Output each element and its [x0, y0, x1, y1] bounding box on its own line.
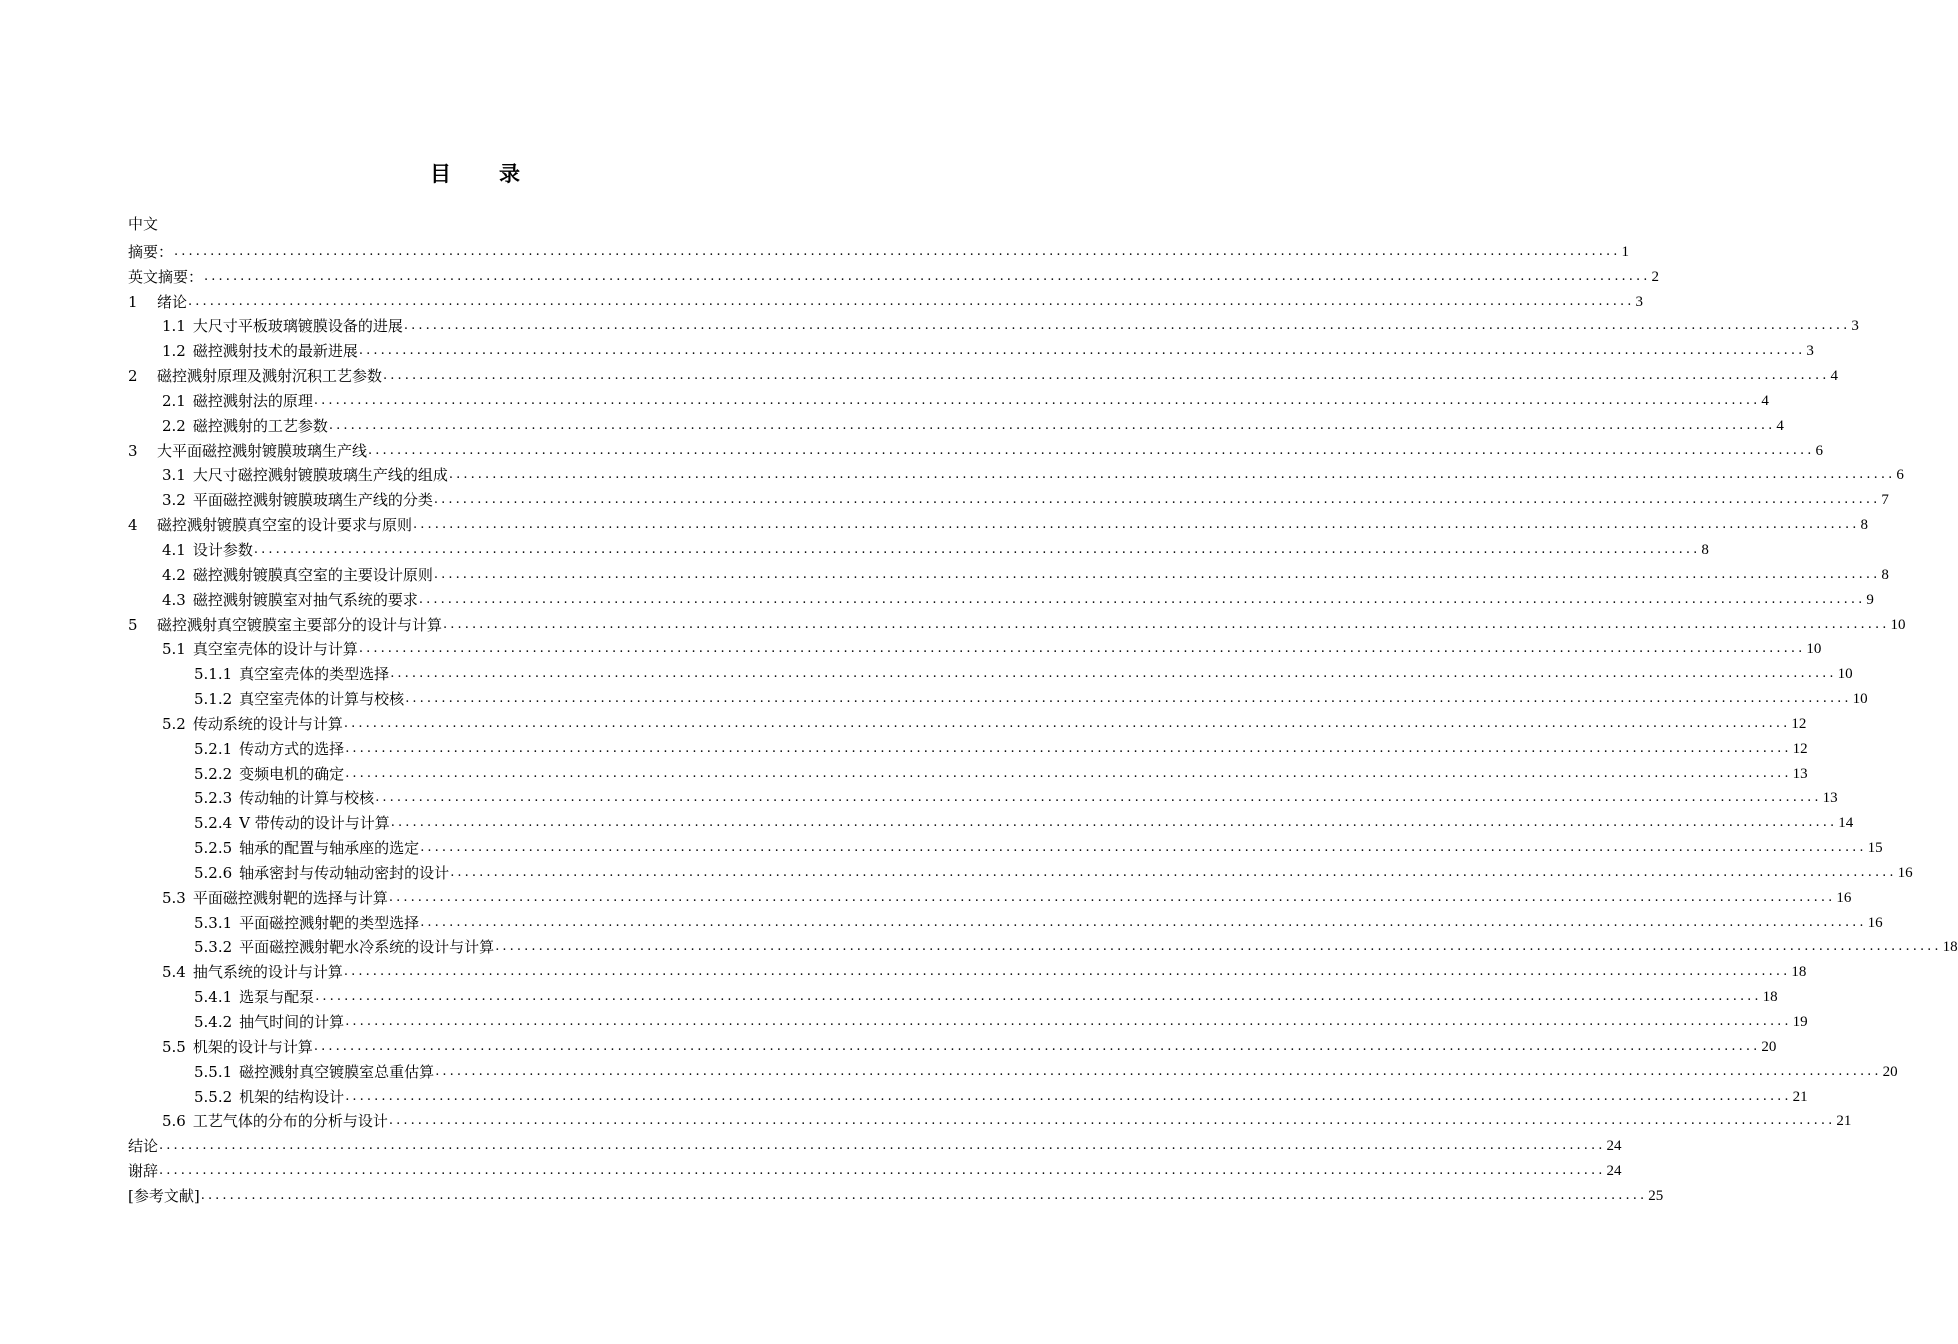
toc-entry-text: 磁控溅射镀膜真空室的设计要求与原则 [157, 516, 413, 535]
toc-entry-label [128, 366, 383, 386]
toc-entry-text: 平面磁控溅射靶的类型选择 [239, 913, 420, 932]
toc-entry[interactable] [128, 336, 1814, 361]
toc-page-number: 15 [1867, 840, 1883, 857]
toc-entry-number: 5.5 [162, 1037, 186, 1056]
toc-entry-number: 2.2 [162, 416, 186, 435]
toc-entry-label [194, 689, 405, 709]
toc-entry-label [128, 1136, 159, 1156]
toc-leader-dots: ........................................................................................................................................................................................................ [345, 765, 1792, 781]
toc-entry-text: 磁控溅射真空镀膜室总重估算 [239, 1062, 435, 1081]
toc-page-number: 18 [1942, 939, 1958, 956]
toc-entry[interactable] [128, 883, 1852, 908]
toc-leader-dots: ........................................................................................................................................................................................................ [448, 467, 1896, 483]
toc-entry[interactable] [128, 411, 1784, 436]
toc-entry-text: 磁控溅射真空镀膜室主要部分的设计与计算 [157, 615, 443, 634]
toc-leader-dots: ........................................................................................................................................................................................................ [343, 715, 1791, 731]
toc-entry-number: 1 [128, 292, 138, 311]
toc-page-number: 6 [1896, 467, 1904, 484]
toc-leader-dots: ........................................................................................................................................................................................................ [204, 268, 1651, 284]
toc-entry-number: 5.1.2 [194, 690, 233, 709]
toc-page-number: 21 [1836, 1113, 1852, 1130]
toc-entry-label [194, 913, 420, 933]
toc-leader-dots: ........................................................................................................................................................................................................ [413, 517, 1860, 533]
toc-entry[interactable] [128, 436, 1823, 461]
toc-entry-label [162, 1037, 314, 1057]
toc-entry-label [194, 764, 345, 784]
toc-entry-label [128, 515, 413, 535]
toc-leader-dots: ........................................................................................................................................................................................................ [375, 790, 1822, 806]
toc-entry-text: 变频电机的确定 [239, 764, 345, 783]
toc-entry[interactable] [128, 262, 1659, 287]
toc-entry-text: 磁控溅射原理及溅射沉积工艺参数 [157, 367, 383, 386]
toc-entry-text: 磁控溅射镀膜真空室的主要设计原则 [192, 565, 433, 584]
toc-page-number: 25 [1648, 1187, 1664, 1204]
toc-page-number: 14 [1838, 815, 1854, 832]
toc-entry-label [162, 565, 434, 585]
toc-leader-dots: ........................................................................................................................................................................................................ [433, 566, 1881, 582]
toc-page-number: 20 [1761, 1038, 1777, 1055]
toc-entry-number: 5.4 [162, 963, 186, 982]
toc-page-number: 8 [1860, 517, 1868, 534]
toc-entry[interactable] [128, 312, 1859, 337]
toc-entry[interactable] [128, 1082, 1808, 1107]
toc-entry-text: 磁控溅射的工艺参数 [192, 416, 328, 435]
toc-entry-label [162, 888, 389, 908]
toc-leader-dots: ........................................................................................................................................................................................................ [420, 840, 1867, 856]
toc-entry-label [162, 490, 434, 510]
toc-entry[interactable] [128, 510, 1868, 535]
toc-page-number: 16 [1897, 864, 1913, 881]
toc-entry-number: 4.2 [162, 565, 186, 584]
toc-page-number: 12 [1792, 740, 1808, 757]
toc-leader-dots: ........................................................................................................................................................................................................ [343, 964, 1791, 980]
toc-entry-label [194, 739, 345, 759]
toc-entry-label [128, 267, 204, 287]
toc-page-number: 16 [1836, 889, 1852, 906]
toc-entry-number: 5.2 [162, 714, 186, 733]
toc-entry-text: 真空室壳体的设计与计算 [192, 640, 358, 659]
toc-page-number: 18 [1791, 964, 1807, 981]
toc-entry-number: 3.1 [162, 466, 186, 485]
toc-entry-label [194, 813, 391, 833]
toc-page-number: 16 [1867, 914, 1883, 931]
toc-entry[interactable] [128, 485, 1889, 510]
toc-entry-label [194, 1087, 345, 1107]
toc-entry[interactable] [128, 982, 1778, 1007]
toc-page-number: 19 [1792, 1014, 1808, 1030]
toc-entry-text: 大尺寸平板玻璃镀膜设备的进展 [192, 317, 403, 336]
toc-page-number: 7 [1881, 492, 1889, 509]
toc-entry-number: 4.3 [162, 590, 186, 609]
toc-entry-number: 2 [128, 367, 138, 386]
toc-leader-dots: ........................................................................................................................................................................................................ [358, 343, 1806, 359]
toc-entry-label [162, 962, 344, 982]
toc-page-number: 3 [1851, 318, 1859, 335]
toc-entry[interactable] [128, 759, 1808, 784]
toc-page-number: 9 [1866, 591, 1874, 608]
toc-entry-label [162, 465, 449, 485]
toc-leader-dots: ........................................................................................................................................................................................................ [443, 616, 1890, 632]
toc-leader-dots: ........................................................................................................................................................................................................ [495, 939, 1942, 955]
toc-leader-dots: ........................................................................................................................................................................................................ [405, 691, 1852, 707]
toc-entry-text: 英文摘要： [128, 267, 204, 286]
toc-entry[interactable] [128, 858, 1913, 883]
toc-entry-text: 传动方式的选择 [239, 739, 345, 758]
toc-leader-dots: ........................................................................................................................................................................................................ [188, 293, 1635, 309]
toc-entry[interactable] [128, 386, 1769, 411]
toc-entry-number: 5.4.2 [194, 1013, 233, 1031]
toc-entry-label [128, 615, 443, 635]
toc-page-number: 10 [1890, 616, 1906, 633]
toc-leader-dots: ........................................................................................................................................................................................................ [383, 368, 1830, 384]
toc-entry[interactable] [128, 1131, 1622, 1156]
toc-entry-number: 5.2.5 [194, 839, 233, 858]
toc-entry-text: 真空室壳体的计算与校核 [239, 690, 405, 709]
toc-page-number: 4 [1761, 392, 1769, 409]
toc-entry-number: 5.1.1 [194, 665, 233, 684]
toc-entry[interactable] [128, 833, 1883, 858]
toc-entry-number: 5.2.4 [194, 814, 233, 833]
toc-leader-dots: ........................................................................................................................................................................................................ [253, 541, 1701, 557]
toc-leader-dots: ........................................................................................................................................................................................................ [388, 889, 1836, 905]
toc-entry-label [162, 416, 329, 436]
toc-page-number: 1 [1621, 243, 1629, 260]
toc-page-number: 24 [1606, 1138, 1622, 1155]
toc-entry-number: 5.2.1 [194, 739, 233, 758]
toc-entry-label [162, 540, 254, 560]
toc-entry-label [194, 863, 450, 883]
toc-entry[interactable] [128, 287, 1643, 312]
toc-entry-number: 5.3.2 [194, 938, 233, 957]
toc-entry-text: 轴承的配置与轴承座的选定 [239, 839, 420, 858]
toc-entry-label [194, 788, 375, 808]
toc-leader-dots: ........................................................................................................................................................................................................ [313, 392, 1761, 408]
toc-leader-dots: ........................................................................................................................................................................................................ [345, 1014, 1792, 1029]
toc-entry[interactable] [128, 734, 1808, 759]
toc-entry-number: 5.4.1 [194, 988, 233, 1007]
toc-entry-label [162, 316, 404, 336]
toc-page-number: 21 [1792, 1088, 1808, 1105]
toc-page-number: 10 [1837, 666, 1853, 683]
toc-entry-number: 4 [128, 516, 138, 535]
toc-entry-text: V 带传动的设计与计算 [239, 814, 390, 833]
toc-entry-label [128, 1186, 201, 1206]
toc-entry-text: 机架的结构设计 [239, 1087, 345, 1106]
toc-leader-dots: ........................................................................................................................................................................................................ [159, 1163, 1606, 1179]
toc-entry[interactable] [128, 1181, 1664, 1206]
toc-entry-text: 磁控溅射镀膜室对抽气系统的要求 [192, 590, 418, 609]
toc-entry-number: 5.2.3 [194, 789, 233, 808]
toc-page-number: 4 [1776, 417, 1784, 434]
toc-page-number: 3 [1635, 293, 1643, 310]
toc-entry-text: 机架的设计与计算 [192, 1037, 313, 1056]
toc-entry-text: 抽气时间的计算 [239, 1013, 345, 1031]
toc-leader-dots: ........................................................................................................................................................................................................ [174, 243, 1621, 259]
toc-page-number: 8 [1881, 566, 1889, 583]
toc-page-number: 10 [1806, 641, 1822, 658]
toc-leader-dots: ........................................................................................................................................................................................................ [345, 1088, 1792, 1104]
toc-entry-text: 平面磁控溅射镀膜玻璃生产线的分类 [192, 491, 433, 510]
toc-page-number: 8 [1701, 541, 1709, 558]
toc-page-number: 3 [1806, 343, 1814, 360]
toc-entry-number: 5.3.1 [194, 913, 233, 932]
toc-entry-number: 2.1 [162, 391, 186, 410]
toc-entry-number: 5.2.6 [194, 863, 233, 882]
toc-entry-number: 5.3 [162, 888, 186, 907]
toc-entry-label [128, 292, 188, 312]
toc-entry[interactable] [128, 635, 1822, 660]
toc-page-number: 6 [1815, 442, 1823, 459]
toc-page-number: 13 [1822, 790, 1838, 807]
toc-entry-number: 1.2 [162, 342, 186, 361]
toc-entry[interactable] [128, 933, 1958, 958]
toc-entry[interactable] [128, 808, 1854, 833]
toc-entry[interactable] [128, 610, 1906, 635]
toc-leader-dots: ........................................................................................................................................................................................................ [433, 492, 1881, 508]
toc-entry[interactable] [128, 957, 1807, 982]
toc-entry-label [194, 1012, 345, 1032]
toc-entry-label [162, 1111, 389, 1131]
toc-entry-text: 平面磁控溅射靶的选择与计算 [192, 888, 388, 907]
toc-leader-dots: ........................................................................................................................................................................................................ [418, 591, 1866, 607]
toc-entry[interactable] [128, 237, 1629, 262]
toc-entry-number: 3.2 [162, 491, 186, 510]
toc-entry[interactable] [128, 1032, 1777, 1057]
toc-entry-number: 5.5.2 [194, 1087, 233, 1106]
toc-entry-text: 真空室壳体的类型选择 [239, 665, 390, 684]
toc-entry[interactable] [128, 684, 1868, 709]
toc-entry[interactable] [128, 461, 1904, 486]
toc-entry-label [128, 1161, 159, 1181]
toc-leader-dots: ........................................................................................................................................................................................................ [345, 740, 1792, 756]
toc-entry-text: 工艺气体的分布的分析与设计 [192, 1112, 388, 1131]
toc-entry-text: 磁控溅射技术的最新进展 [192, 342, 358, 361]
toc-page-number: 24 [1606, 1163, 1622, 1180]
page-title [0, 158, 950, 188]
toc-entry-text: 选泵与配泵 [239, 988, 315, 1007]
toc-entry-text: 结论 [128, 1137, 159, 1156]
toc-entry-label [162, 391, 314, 411]
toc-entry-text: 传动轴的计算与校核 [239, 789, 375, 808]
toc-entry-text: 传动系统的设计与计算 [192, 714, 343, 733]
toc-entry-number: 1.1 [162, 317, 186, 336]
toc-entry[interactable] [128, 1107, 1852, 1132]
toc-entry-label [128, 242, 174, 262]
toc-entry[interactable] [128, 709, 1807, 734]
toc-leader-dots: ........................................................................................................................................................................................................ [328, 417, 1776, 433]
toc-entry-label [194, 937, 495, 957]
toc-entry-number: 5.6 [162, 1112, 186, 1131]
toc-entry-number: 5.1 [162, 640, 186, 659]
toc-leader-dots: ........................................................................................................................................................................................................ [313, 1038, 1761, 1054]
title-part-1: 目 [430, 161, 451, 186]
toc-leader-dots: ........................................................................................................................................................................................................ [388, 1113, 1836, 1129]
toc-page-number: 4 [1830, 368, 1838, 385]
toc-entry[interactable] [128, 659, 1853, 684]
toc-entry-text: 摘要： [128, 242, 174, 261]
toc-entry-text: 轴承密封与传动轴动密封的设计 [239, 863, 450, 882]
toc-entry-label [194, 664, 390, 684]
toc-entry[interactable] [128, 535, 1709, 560]
toc-entry-label [128, 441, 368, 461]
toc-page-number: 2 [1651, 268, 1659, 285]
toc-entry-number: 5.5.1 [194, 1062, 233, 1081]
toc-entry-label [162, 714, 344, 734]
toc-entry-text: [参考文献] [128, 1186, 200, 1205]
title-part-2: 录 [499, 161, 520, 186]
toc-entry-text: 绪论 [157, 292, 188, 311]
toc-page-number: 18 [1762, 989, 1778, 1006]
toc-entry-number: 5.2.2 [194, 764, 233, 783]
toc-entry-label [194, 1062, 435, 1082]
toc-entry-label [194, 838, 420, 858]
toc-entry-text: 设计参数 [192, 540, 253, 559]
toc-entry[interactable] [128, 361, 1838, 386]
toc-entry[interactable] [128, 560, 1889, 585]
toc-leader-dots: ........................................................................................................................................................................................................ [200, 1187, 1648, 1203]
toc-page-number: 10 [1852, 691, 1868, 708]
toc-entry-text: 抽气系统的设计与计算 [192, 963, 343, 982]
toc-leader-dots: ........................................................................................................................................................................................................ [435, 1063, 1882, 1079]
toc-page-number: 20 [1882, 1063, 1898, 1080]
toc-entry-label [162, 341, 359, 361]
toc-leader-dots: ........................................................................................................................................................................................................ [420, 914, 1867, 930]
toc-leader-dots: ........................................................................................................................................................................................................ [368, 442, 1815, 458]
toc-entry[interactable] [128, 585, 1874, 610]
toc-leader-dots: ........................................................................................................................................................................................................ [450, 864, 1897, 880]
toc-entry-number: 4.1 [162, 540, 186, 559]
toc-entry-label [162, 590, 419, 610]
toc-entry-text: 磁控溅射法的原理 [192, 391, 313, 410]
table-of-contents [128, 237, 1958, 1206]
toc-entry[interactable] [128, 1057, 1898, 1082]
toc-entry-label [162, 639, 359, 659]
toc-entry-text: 大平面磁控溅射镀膜玻璃生产线 [157, 441, 368, 460]
toc-entry[interactable] [128, 784, 1838, 809]
toc-page-number: 13 [1792, 765, 1808, 782]
toc-leader-dots: ........................................................................................................................................................................................................ [390, 815, 1838, 831]
toc-leader-dots: ........................................................................................................................................................................................................ [159, 1138, 1606, 1154]
header-line: 中文 [128, 215, 159, 233]
toc-leader-dots: ........................................................................................................................................................................................................ [315, 989, 1762, 1005]
toc-entry-text: 平面磁控溅射靶水冷系统的设计与计算 [239, 938, 495, 957]
toc-entry[interactable] [128, 908, 1883, 933]
toc-entry-label [194, 987, 315, 1007]
toc-entry[interactable] [128, 1156, 1622, 1181]
toc-page-number: 12 [1791, 715, 1807, 732]
toc-leader-dots: ........................................................................................................................................................................................................ [403, 318, 1851, 334]
toc-entry-text: 谢辞 [128, 1162, 159, 1181]
toc-entry-number: 3 [128, 441, 138, 460]
toc-entry-text: 大尺寸磁控溅射镀膜玻璃生产线的组成 [192, 466, 448, 485]
toc-leader-dots: ........................................................................................................................................................................................................ [358, 641, 1806, 657]
toc-leader-dots: ........................................................................................................................................................................................................ [390, 666, 1837, 682]
toc-entry-number: 5 [128, 615, 138, 634]
toc-entry[interactable] [128, 1007, 1808, 1032]
